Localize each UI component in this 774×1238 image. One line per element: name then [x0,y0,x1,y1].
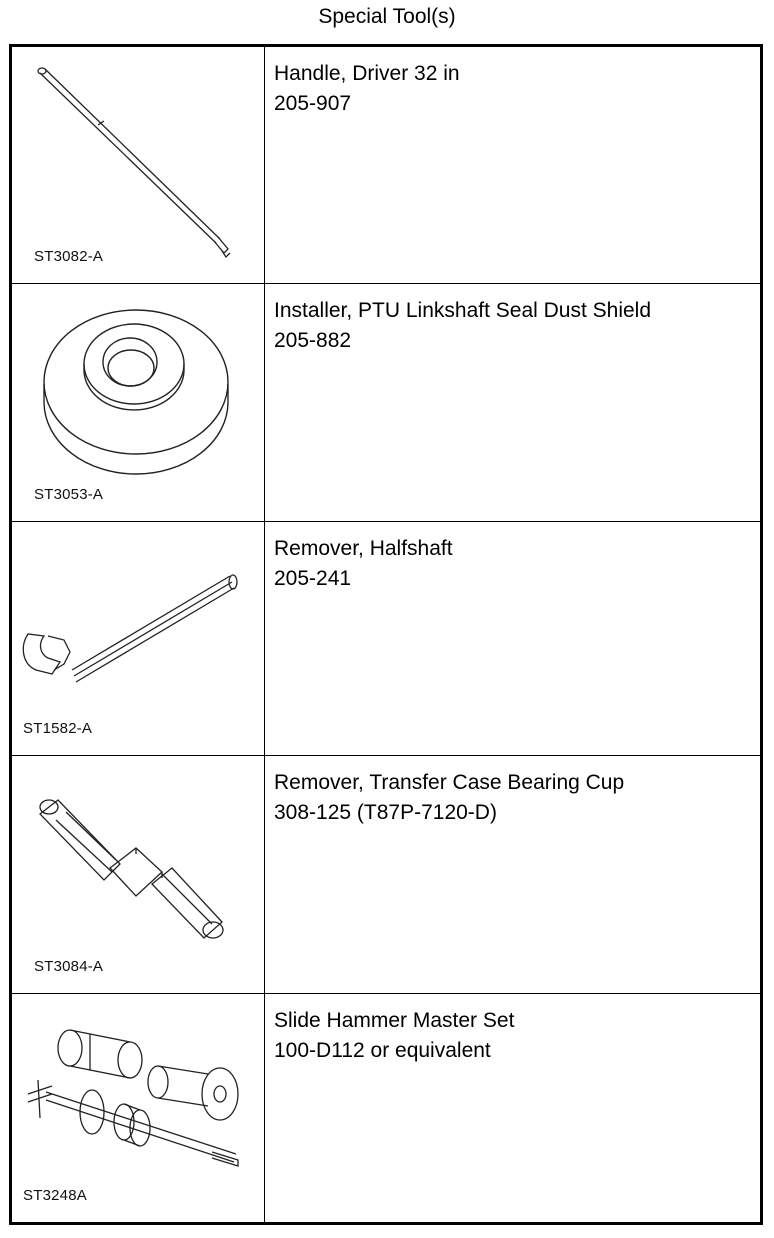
illustration-code: ST1582-A [23,720,93,737]
tool-illustration-cell [12,522,265,755]
tool-name: Handle, Driver 32 in [274,62,460,85]
tool-description [274,296,651,356]
tool-number: 308-125 (T87P-7120-D) [274,801,497,824]
tool-illustration-cell [12,994,265,1222]
table-row [12,284,760,522]
table-row [12,522,760,756]
page-title: Special Tool(s) [318,5,456,28]
tool-name: Remover, Halfshaft [274,537,453,560]
tool-description [274,534,453,594]
tool-number: 100-D112 or equivalent [274,1039,491,1062]
table-row [12,994,760,1222]
tool-number: 205-882 [274,329,352,352]
illustration-code: ST3248A [23,1187,87,1204]
special-tools-table [9,44,763,1225]
tool-description [274,768,624,828]
tool-name: Slide Hammer Master Set [274,1009,515,1032]
illustration-code: ST3082-A [34,248,104,265]
tool-number: 205-907 [274,92,352,115]
tool-number: 205-241 [274,567,352,590]
tool-illustration-cell [12,284,265,521]
tool-description [274,59,460,119]
table-row [12,47,760,284]
tool-name: Remover, Transfer Case Bearing Cup [274,771,625,794]
table-row [12,756,760,994]
illustration-code: ST3084-A [34,958,104,975]
illustration-code: ST3053-A [34,486,104,503]
tool-illustration-cell [12,756,265,993]
tool-illustration-cell [12,47,265,283]
tool-name: Installer, PTU Linkshaft Seal Dust Shield [274,299,652,322]
tool-description [274,1006,514,1066]
